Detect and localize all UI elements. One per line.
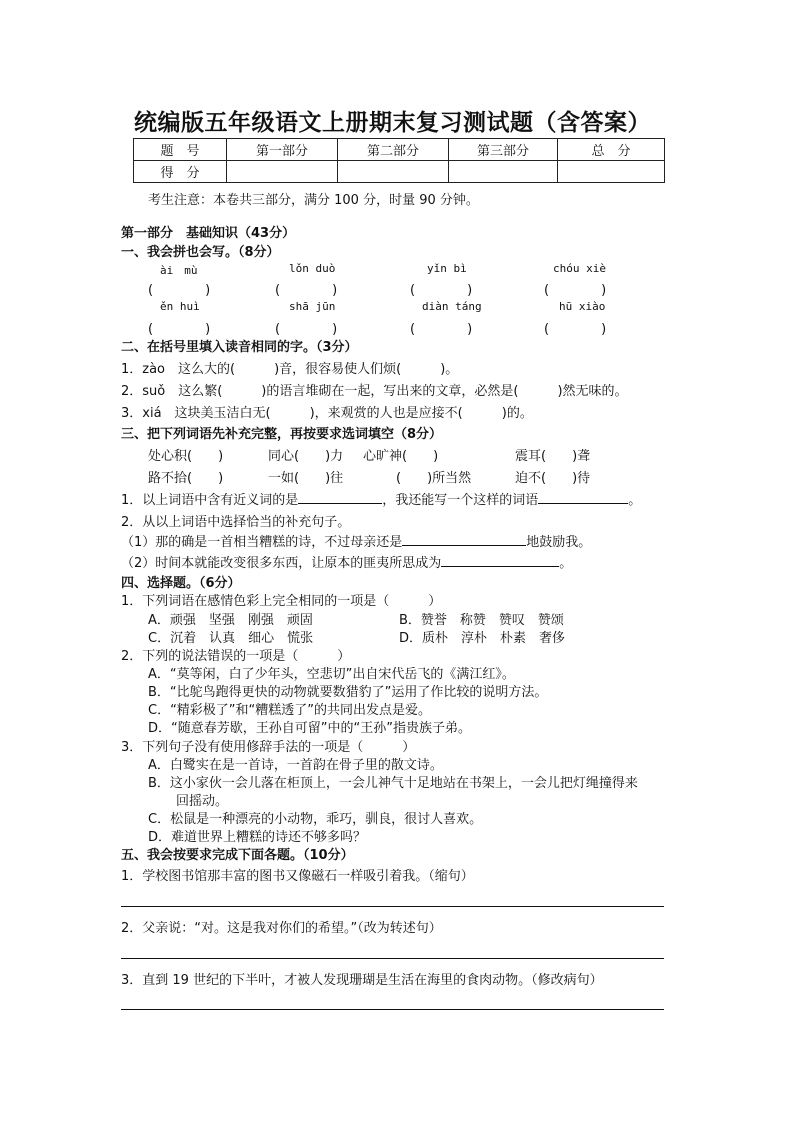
q2-item: 3．xiá 这块美玉洁白无( )，来观赏的人也是应接不( )的。 [121, 406, 533, 421]
answer-line[interactable] [538, 490, 628, 504]
score-input-cell[interactable] [227, 161, 338, 183]
q3-sub2-2 [121, 552, 572, 571]
idiom-blank[interactable]: 迫不( )待 [515, 471, 591, 486]
answer-blank[interactable]: ( ) [544, 322, 607, 337]
pinyin: ěn huì [160, 300, 200, 313]
q4-option[interactable]: D．质朴 淳朴 朴素 奢侈 [399, 631, 566, 646]
q2-item: 1．zào 这么大的( )音，很容易使人们烦( )。 [121, 362, 459, 377]
q3-sub1 [121, 489, 641, 508]
pinyin: lǒn duò [289, 262, 336, 275]
pinyin: yǐn bì [427, 262, 467, 275]
idiom-blank[interactable]: 震耳( )聋 [515, 449, 591, 464]
q4-question: 2．下列的说法错误的一项是（ ） [121, 649, 351, 664]
q3-sub1-text: ，我还能写一个这样的词语 [382, 493, 539, 508]
q3-sub1-text: 1．以上词语中含有近义词的是 [121, 493, 299, 508]
q3-sub2-text: （1）那的确是一首相当糟糕的诗，不过母亲还是 [121, 535, 403, 550]
answer-blank[interactable]: ( ) [544, 283, 607, 298]
score-input-cell[interactable] [558, 161, 665, 183]
score-cell: 得 分 [134, 161, 227, 183]
score-cell: 第一部分 [227, 139, 338, 161]
q4-option[interactable]: B．赞誉 称赞 赞叹 赞颂 [399, 613, 564, 628]
q3-sub2-1 [121, 531, 591, 550]
q4-question: 3．下列句子没有使用修辞手法的一项是（ ） [121, 740, 416, 755]
answer-line[interactable] [402, 532, 526, 546]
pinyin: diàn táng [422, 300, 482, 313]
answer-line[interactable] [121, 1009, 664, 1010]
idiom-blank[interactable]: 同心( )力 [268, 449, 344, 464]
q2-heading: 二、在括号里填入读音相同的字。（3分） [121, 340, 358, 355]
answer-blank[interactable]: ( ) [410, 283, 473, 298]
q5-heading: 五、我会按要求完成下面各题。（10分） [121, 848, 354, 863]
q4-option[interactable]: A．白鹭实在是一首诗，一首韵在骨子里的散文诗。 [148, 758, 443, 773]
score-cell: 第三部分 [449, 139, 558, 161]
answer-line[interactable] [441, 553, 559, 567]
answer-blank[interactable]: ( ) [410, 322, 473, 337]
q4-option-continued: 回摇动。 [176, 794, 229, 809]
q2-item: 2．suǒ 这么繁( )的语言堆砌在一起，写出来的文章，必然是( )然无味的。 [121, 384, 628, 399]
answer-blank[interactable]: ( ) [148, 322, 211, 337]
q1-heading: 一、我会拼也会写。（8分） [121, 245, 280, 260]
q3-sub2-text: （2）时间本就能改变很多东西，让原本的匪夷所思成为 [121, 556, 442, 571]
q3-sub2: 2．从以上词语中选择恰当的补充句子。 [121, 515, 351, 530]
q4-question: 1．下列词语在感情色彩上完全相同的一项是（ ） [121, 594, 442, 609]
q4-option[interactable]: C．“精彩极了”和“糟糕透了”的共同出发点是爱。 [148, 703, 432, 718]
idiom-blank[interactable]: 一如( )往 [268, 471, 344, 486]
q3-sub2-text: 。 [559, 556, 573, 571]
score-table-header-row [134, 139, 665, 161]
answer-line[interactable] [298, 490, 382, 504]
pinyin: hū xiào [559, 300, 606, 313]
score-table [133, 138, 665, 183]
q4-heading: 四、选择题。（6分） [121, 576, 241, 591]
pinyin: ài mù [160, 264, 198, 277]
pinyin: shā jūn [289, 300, 336, 313]
q4-option[interactable]: B．这小家伙一会儿落在柜顶上，一会儿神气十足地站在书架上，一会儿把灯绳撞得来 [148, 776, 638, 791]
answer-blank[interactable]: ( ) [275, 283, 338, 298]
q3-heading: 三、把下列词语先补充完整，再按要求选词填空（8分） [121, 427, 443, 442]
q3-sub2-text: 地鼓励我。 [526, 535, 592, 550]
pinyin: chóu xiè [553, 262, 606, 275]
answer-line[interactable] [121, 958, 664, 959]
q4-option[interactable]: C．松鼠是一种漂亮的小动物，乖巧，驯良，很讨人喜欢。 [148, 812, 483, 827]
idiom-blank[interactable]: 处心积( ) [148, 449, 224, 464]
q4-option[interactable]: C．沉着 认真 细心 慌张 [148, 631, 314, 646]
q4-option[interactable]: A．“莫等闲，白了少年头，空悲切”出自宋代岳飞的《满江红》。 [148, 667, 515, 682]
q5-item: 1．学校图书馆那丰富的图书又像磁石一样吸引着我。（缩句） [121, 869, 474, 884]
score-cell: 第二部分 [338, 139, 449, 161]
idiom-blank[interactable]: 路不拾( ) [148, 471, 224, 486]
score-input-cell[interactable] [449, 161, 558, 183]
score-table-score-row [134, 161, 665, 183]
q4-option[interactable]: D．难道世界上糟糕的诗还不够多吗？ [148, 830, 367, 845]
q4-option[interactable]: B．“比鸵鸟跑得更快的动物就要数猎豹了”运用了作比较的说明方法。 [148, 685, 548, 700]
q5-item: 3．直到 19 世纪的下半叶，才被人发现珊瑚是生活在海里的食肉动物。（修改病句） [121, 973, 603, 988]
answer-blank[interactable]: ( ) [148, 283, 211, 298]
score-input-cell[interactable] [338, 161, 449, 183]
exam-notice: 考生注意：本卷共三部分，满分 100 分，时量 90 分钟。 [148, 193, 479, 208]
q3-sub1-text: 。 [628, 493, 642, 508]
score-cell: 总 分 [558, 139, 665, 161]
idiom-blank[interactable]: ( )所当然 [396, 471, 472, 486]
q4-option[interactable]: A．顽强 坚强 刚强 顽固 [148, 613, 313, 628]
q5-item: 2．父亲说：“对。这是我对你们的希望。”（改为转述句） [121, 921, 442, 936]
q4-option[interactable]: D．“随意春芳歇，王孙自可留”中的“王孙”指贵族子弟。 [148, 721, 471, 736]
score-cell: 题 号 [134, 139, 227, 161]
part1-heading: 第一部分 基础知识（43分） [121, 226, 296, 241]
page-title: 统编版五年级语文上册期末复习测试题（含答案） [134, 110, 651, 136]
idiom-blank[interactable]: 心旷神( ) [363, 449, 439, 464]
answer-line[interactable] [121, 906, 664, 907]
answer-blank[interactable]: ( ) [275, 322, 338, 337]
